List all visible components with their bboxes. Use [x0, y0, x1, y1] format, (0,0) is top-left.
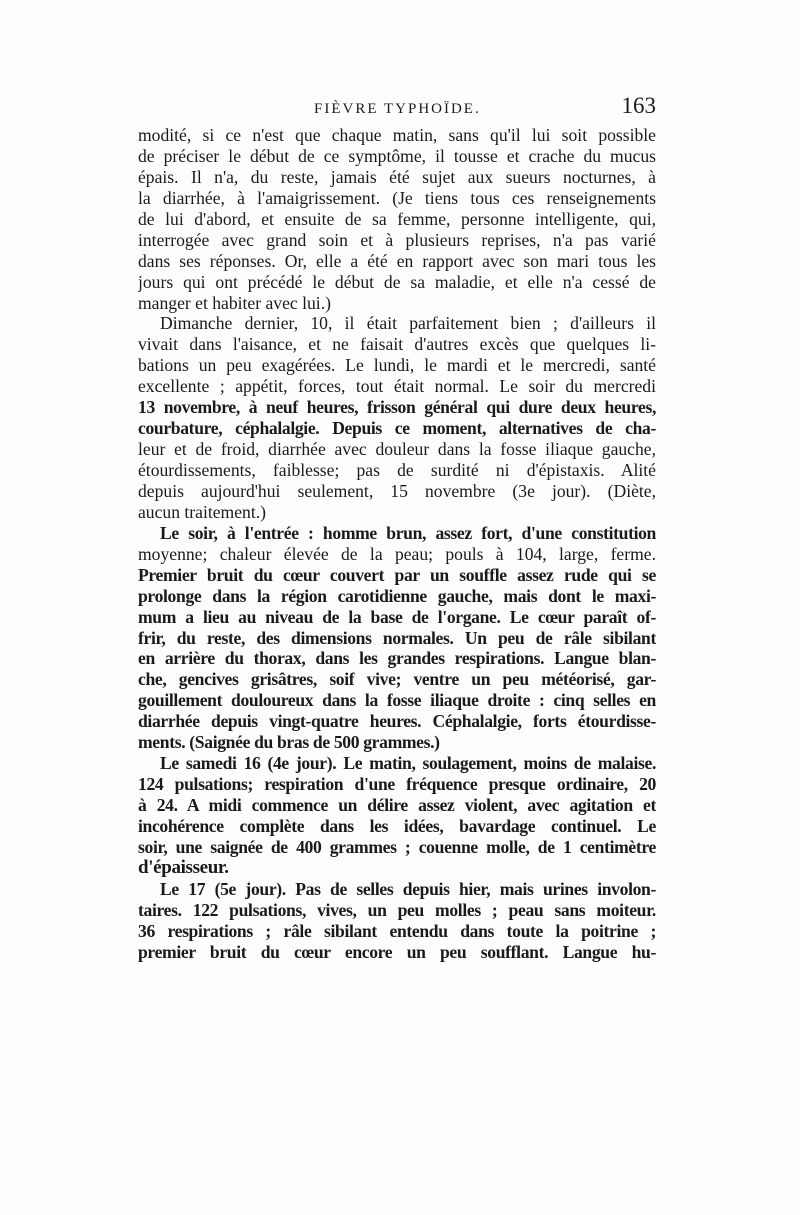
- text-line: incohérence complète dans les idées, bavardage continuel. Le: [138, 815, 656, 836]
- text-line: prolonge dans la région carotidienne gauche, mais dont le maxi-: [138, 585, 656, 606]
- text-line: premier bruit du cœur encore un peu soufflant. Langue hu-: [138, 941, 656, 962]
- text-line: Premier bruit du cœur couvert par un souffle assez rude qui se: [138, 564, 656, 585]
- text-line: leur et de froid, diarrhée avec douleur dans la fosse iliaque gauche,: [138, 439, 656, 460]
- text-line: à 24. A midi commence un délire assez violent, avec agitation et: [138, 795, 656, 815]
- text-line: diarrhée depuis vingt-quatre heures. Céphalalgie, forts étourdisse-: [138, 711, 656, 732]
- text-line: jours qui ont précédé le début de sa maladie, et elle n'a cessé de: [138, 271, 656, 292]
- text-line: Le 17 (5e jour). Pas de selles depuis hier, mais urines involon-: [160, 878, 656, 899]
- text-line: aucun traitement.): [138, 501, 266, 522]
- text-line: moyenne; chaleur élevée de la peau; pouls à 104, large, ferme.: [138, 543, 656, 564]
- text-line: de lui d'abord, et ensuite de sa femme, personne intelligente, qui,: [138, 208, 656, 229]
- text-line: vivait dans l'aisance, et ne faisait d'autres excès que quelques li-: [138, 334, 656, 355]
- text-line: modité, si ce n'est que chaque matin, sans qu'il lui soit possible: [138, 125, 656, 145]
- text-line: 36 respirations ; râle sibilant entendu dans toute la poitrine ;: [138, 920, 656, 941]
- text-line: excellente ; appétit, forces, tout était normal. Le soir du mercredi: [138, 376, 656, 397]
- text-line: che, gencives grisâtres, soif vive; ventre un peu météorisé, gar-: [138, 669, 656, 690]
- text-line: gouillement douloureux dans la fosse iliaque droite : cinq selles en: [138, 690, 656, 711]
- text-line: Le samedi 16 (4e jour). Le matin, soulagement, moins de malaise.: [160, 753, 656, 774]
- text-line: interrogée avec grand soin et à plusieurs reprises, n'a pas varié: [138, 229, 656, 250]
- text-line: Le soir, à l'entrée : homme brun, assez fort, d'une constitution: [160, 522, 656, 543]
- text-line: étourdissements, faiblesse; pas de surdité ni d'épistaxis. Alité: [138, 460, 656, 480]
- text-line: ments. (Saignée du bras de 500 grammes.): [138, 732, 440, 753]
- running-title: FIÈVRE TYPHOÏDE.: [314, 101, 481, 117]
- text-line: 124 pulsations; respiration d'une fréquence presque ordinaire, 20: [138, 774, 656, 795]
- text-line: en arrière du thorax, dans les grandes respirations. Langue blan-: [138, 648, 656, 669]
- text-line: soir, une saignée de 400 grammes ; couenne molle, de 1 centimètre: [138, 836, 656, 857]
- text-line: dans ses réponses. Or, elle a été en rapport avec son mari tous les: [138, 250, 656, 271]
- text-line: épais. Il n'a, du reste, jamais été sujet aux sueurs nocturnes, à: [138, 166, 656, 187]
- text-line: frir, du reste, des dimensions normales. Un peu de râle sibilant: [138, 627, 656, 648]
- text-line: de préciser le début de ce symptôme, il tousse et crache du mucus: [138, 145, 656, 166]
- text-line: mum a lieu au niveau de la base de l'organe. Le cœur paraît of-: [138, 606, 656, 627]
- text-line: depuis aujourd'hui seulement, 15 novembre (3e jour). (Diète,: [138, 480, 656, 501]
- text-line: Dimanche dernier, 10, il était parfaitement bien ; d'ailleurs il: [160, 313, 656, 334]
- text-line: 13 novembre, à neuf heures, frisson général qui dure deux heures,: [138, 397, 656, 418]
- body-text: [138, 125, 656, 963]
- text-line: d'épaisseur.: [138, 857, 229, 878]
- text-line: taires. 122 pulsations, vives, un peu molles ; peau sans moiteur.: [138, 899, 656, 920]
- text-line: la diarrhée, à l'amaigrissement. (Je tiens tous ces renseignements: [138, 187, 656, 208]
- page-header: [138, 93, 656, 123]
- text-line: manger et habiter avec lui.): [138, 292, 331, 313]
- text-line: courbature, céphalalgie. Depuis ce moment, alternatives de cha-: [138, 418, 656, 439]
- text-line: bations un peu exagérées. Le lundi, le mardi et le mercredi, santé: [138, 355, 656, 376]
- page-number: 163: [621, 93, 656, 118]
